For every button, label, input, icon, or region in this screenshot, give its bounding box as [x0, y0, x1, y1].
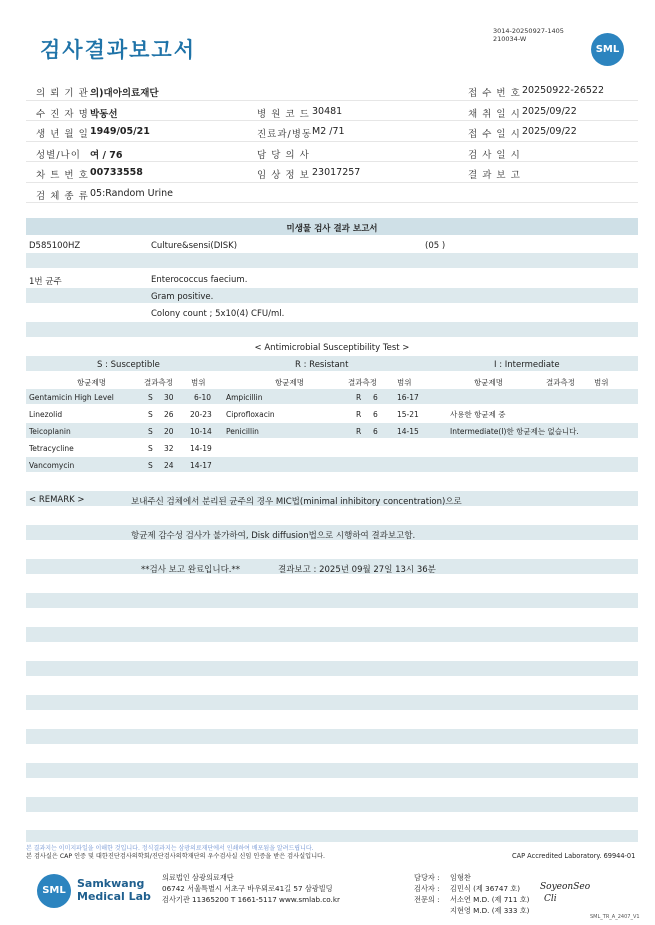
- organism-line-3: Colony count ; 5x10(4) CFU/ml.: [151, 309, 285, 319]
- requester-value: 의)대아의료재단: [90, 88, 159, 99]
- page-title: 검사결과보고서: [40, 38, 197, 62]
- form-code: SML_TR_A_2407_V1: [590, 914, 640, 920]
- ast-result: S: [148, 427, 153, 436]
- organism-label: 1번 균주: [29, 277, 62, 287]
- ast-value: 24: [164, 461, 174, 470]
- info-row-birth: [26, 121, 638, 142]
- ast-result: S: [148, 393, 153, 402]
- info-row-requester: [26, 80, 638, 101]
- ast-range: 14-15: [397, 427, 419, 436]
- ast-drug: Tetracycline: [29, 444, 74, 453]
- ast-value: 6: [373, 393, 378, 402]
- col-header-result: 결과측정: [144, 378, 173, 387]
- sex-age-label: 성별/나이: [36, 149, 81, 161]
- dept-value: M2 /71: [312, 126, 345, 137]
- doctor-label: 담 당 의 사: [257, 149, 310, 161]
- manager-label: 담당자 :: [414, 873, 440, 882]
- band: [26, 253, 638, 268]
- notice-accreditation: 본 검사실은 CAP 인증 및 대한진단검사의학회/진단검사의학재단의 우수검사실 신임 인증을 받은 검사실입니다.: [26, 853, 325, 860]
- ast-title: < Antimicrobial Susceptibility Test >: [254, 343, 410, 353]
- band: [26, 288, 638, 303]
- intermediate-note-2: Intermediate(I)한 항균제는 없습니다.: [450, 427, 579, 436]
- cap-accreditation: CAP Accredited Laboratory. 69944-01: [512, 852, 636, 860]
- ast-range: 6-10: [194, 393, 212, 402]
- info-row-chart: [26, 162, 638, 183]
- specimen-value: 05:Random Urine: [90, 187, 174, 199]
- organism-line-2: Gram positive.: [151, 292, 214, 302]
- test-date-label: 검 사 일 시: [468, 149, 521, 161]
- test-name: Culture&sensi(DISK): [151, 241, 238, 251]
- tester-label: 검사자 :: [414, 884, 440, 893]
- ast-result: R: [356, 393, 362, 402]
- band: [26, 627, 638, 642]
- info-row-patient: [26, 101, 638, 122]
- specialist-1: 서소연 M.D. (제 711 호): [450, 895, 530, 904]
- ast-drug: Gentamicin High Level: [29, 393, 114, 402]
- band: [26, 797, 638, 812]
- brand-line-1: Samkwang: [77, 877, 145, 890]
- chart-value: 00733558: [90, 167, 143, 178]
- test-code: D585100HZ: [29, 241, 81, 251]
- patient-value: 박동선: [90, 108, 118, 120]
- ast-range: 10-14: [190, 427, 212, 436]
- clinical-value: 23017257: [312, 167, 361, 178]
- patient-label: 수 진 자 명: [36, 108, 89, 120]
- remark-line-2: 항균제 감수성 검사가 불가하여, Disk diffusion법으로 시행하여 결과보고함.: [131, 531, 416, 541]
- ast-value: 32: [164, 444, 174, 453]
- ast-drug: Teicoplanin: [29, 427, 71, 436]
- brand-line-2: Medical Lab: [77, 890, 151, 903]
- ast-range: 15-21: [397, 410, 419, 419]
- report-time: 결과보고 : 2025년 09월 27일 13시 36분: [278, 565, 436, 575]
- patient-info-table: [26, 80, 638, 203]
- sml-footer-logo: SML: [37, 874, 71, 908]
- remark-label: < REMARK >: [29, 495, 85, 505]
- band: [26, 322, 638, 337]
- ast-range: 14-19: [190, 444, 212, 453]
- ast-result: S: [148, 444, 153, 453]
- remark-line-1: 보내주신 검체에서 분리된 균주의 경우 MIC법(minimal inhibitory concentration)으로: [131, 497, 462, 507]
- receipt-no-value: 20250922-26522: [522, 85, 605, 96]
- ast-drug: Linezolid: [29, 410, 63, 419]
- chart-label: 차 트 번 호: [36, 170, 89, 181]
- tester-value: 김민식 (제 36747 호): [450, 884, 521, 893]
- info-row-sex-age: [26, 142, 638, 163]
- receipt-date-label: 접 수 일 시: [468, 129, 521, 140]
- band: [26, 389, 638, 404]
- hospital-code-value: 30481: [312, 105, 343, 117]
- organism-line-1: Enterococcus faecium.: [151, 275, 248, 285]
- col-header-drug: 항균제명: [77, 378, 106, 387]
- ast-range: 20-23: [190, 410, 212, 419]
- col-header-range: 범위: [191, 378, 206, 387]
- requester-label: 의 뢰 기 관: [36, 88, 89, 99]
- ast-drug: Vancomycin: [29, 461, 75, 470]
- manager-value: 임형찬: [450, 873, 471, 882]
- band: [26, 830, 638, 842]
- ast-value: 30: [164, 393, 174, 402]
- ast-result: S: [148, 410, 153, 419]
- specialist-2: 지현영 M.D. (제 333 호): [450, 906, 530, 915]
- ast-value: 6: [373, 410, 378, 419]
- dept-label: 진료과/병동: [257, 129, 313, 140]
- org-name: 의료법인 삼광의료재단: [162, 873, 234, 882]
- clinical-label: 임 상 정 보: [257, 170, 310, 181]
- band: [26, 763, 638, 778]
- signature-specialist: Cli: [544, 894, 557, 904]
- receipt-no-label: 접 수 번 호: [468, 88, 521, 99]
- col-header-range: 범위: [397, 378, 412, 387]
- col-header-drug: 항균제명: [275, 378, 304, 387]
- ast-value: 26: [164, 410, 174, 419]
- notice-image-copy: 본 결과지는 이미지파일을 이해한 것입니다. 정식결과지는 삼광의료재단에서 인쇄하여 배포됨을 알려드립니다.: [26, 845, 314, 852]
- org-contact: 검사기관 11365200 T 1661-5117 www.smlab.co.kr: [162, 895, 340, 904]
- ast-value: 6: [373, 427, 378, 436]
- sml-logo: SML: [591, 33, 624, 66]
- col-header-range: 범위: [594, 378, 609, 387]
- birth-value: 1949/05/21: [90, 126, 150, 137]
- specialist-label: 전문의 :: [414, 895, 440, 904]
- intermediate-note-1: 사용한 항균제 중: [450, 410, 506, 419]
- band: [26, 695, 638, 710]
- hospital-code-label: 병 원 코 드: [257, 108, 310, 120]
- col-header-result: 결과측정: [546, 378, 575, 387]
- ast-drug: Ciprofloxacin: [226, 410, 275, 419]
- legend-resistant: R : Resistant: [295, 360, 349, 370]
- test-suffix: (05 ): [425, 241, 446, 251]
- legend-intermediate: I : Intermediate: [494, 360, 560, 370]
- birth-label: 생 년 월 일: [36, 129, 89, 140]
- band: [26, 593, 638, 608]
- ast-drug: Ampicillin: [226, 393, 263, 402]
- col-header-result: 결과측정: [348, 378, 377, 387]
- document-id: 3014-20250927-1405 210034-W: [493, 27, 564, 43]
- ast-range: 16-17: [397, 393, 419, 402]
- result-report-label: 결 과 보 고: [468, 170, 521, 181]
- complete-note: **검사 보고 완료입니다.**: [141, 565, 241, 575]
- ast-result: R: [356, 410, 362, 419]
- brand-name: [77, 877, 151, 903]
- signature-tester: SoyeonSeo: [540, 882, 591, 892]
- info-row-specimen: [26, 183, 638, 204]
- collect-date-label: 채 취 일 시: [468, 108, 521, 120]
- band: [26, 457, 638, 472]
- receipt-date-value: 2025/09/22: [522, 126, 577, 137]
- ast-range: 14-17: [190, 461, 212, 470]
- collect-date-value: 2025/09/22: [522, 105, 577, 117]
- band: [26, 661, 638, 676]
- col-header-drug: 항균제명: [474, 378, 503, 387]
- sex-age-value: 여 / 76: [90, 149, 123, 161]
- band: [26, 729, 638, 744]
- org-address: 06742 서울특별시 서초구 바우뫼로41길 57 삼광빌딩: [162, 884, 333, 893]
- ast-result: R: [356, 427, 362, 436]
- legend-susceptible: S : Susceptible: [97, 360, 160, 370]
- specimen-label: 검 체 종 류: [36, 190, 89, 202]
- ast-result: S: [148, 461, 153, 470]
- ast-value: 20: [164, 427, 174, 436]
- ast-drug: Penicillin: [226, 427, 259, 436]
- section-title: 미생물 검사 결과 보고서: [286, 224, 378, 234]
